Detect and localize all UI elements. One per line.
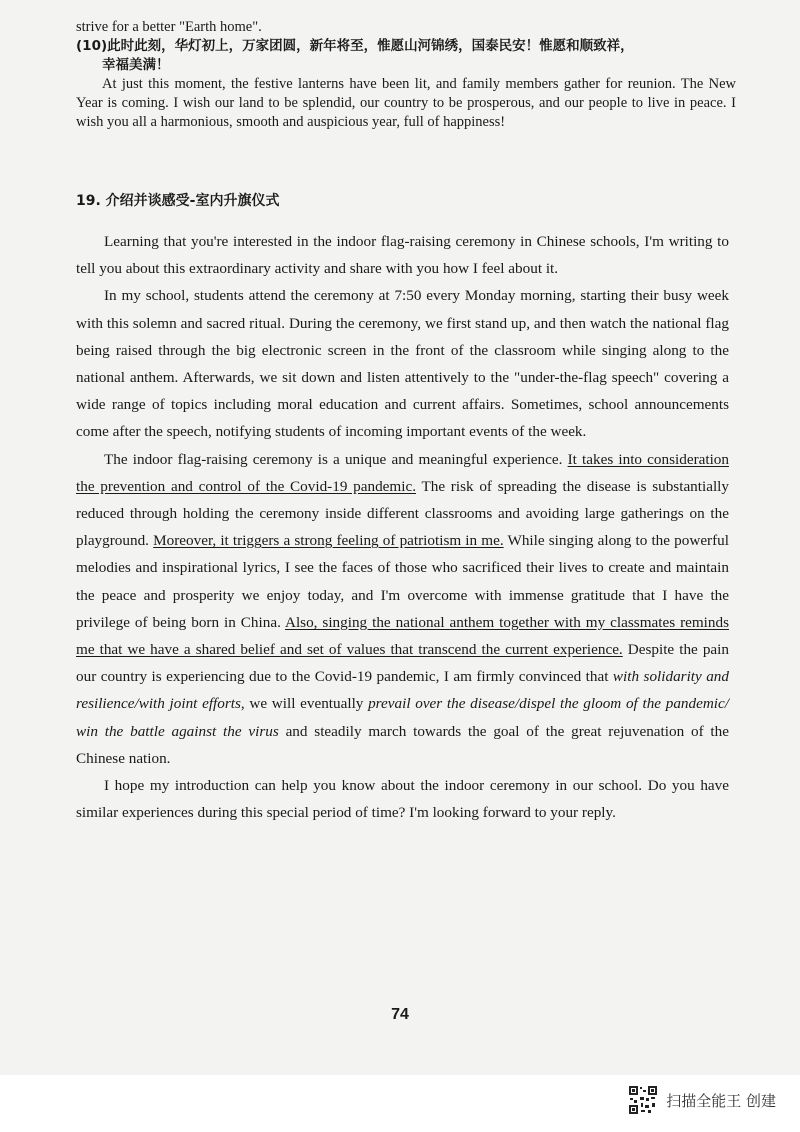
qr-code-icon: [628, 1085, 658, 1115]
p3-text-d: Despite the pain our country is experiencing due to the Covid-19 pandemic, I am firmly convinced that: [76, 641, 729, 686]
section-title: 19. 介绍并谈感受-室内升旗仪式: [76, 193, 280, 209]
p3-italic-2: prevail over the disease/dispel the gloom of the pandemic/ win the battle against the virus: [76, 695, 729, 740]
paragraph-4: I hope my introduction can help you know about the indoor ceremony in our school. Do you have similar experiences during this special period of time? I'm looking forward to your reply.: [76, 777, 729, 822]
p3-underline-2: Moreover, it triggers a strong feeling of patriotism in me.: [153, 532, 504, 550]
english-translation: At just this moment, the festive lanterns have been lit, and family members gather for reunion. The New Year is coming. I wish our land to be splendid, our country to be prosperous, and our people to live in peace. I wish you all a harmonious, smooth and auspicious year, full of happiness!: [76, 76, 736, 130]
p3-text-c: While singing along to the powerful melodies and inspirational lyrics, I see the faces of those who sacrificed their lives to create and maintain the peace and prosperity we enjoy today, and I'm overcome with immense gratitude that I have the privilege of being born in China.: [76, 532, 729, 631]
p3-underline-1: It takes into consideration the prevention and control of the Covid-19 pandemic.: [76, 450, 729, 495]
continued-line: strive for a better "Earth home".: [76, 19, 262, 35]
p3-italic-1: with solidarity and resilience/with joint efforts: [76, 668, 729, 713]
paragraph-3: [76, 446, 729, 772]
chinese-line-1: (10)此时此刻，华灯初上，万家团圆，新年将至，惟愿山河锦绣，国泰民安！惟愿和顺致祥，: [76, 38, 634, 54]
p3-text-f: and steadily march towards the goal of the great rejuvenation of the Chinese nation.: [76, 722, 729, 767]
p3-text-e: , we will eventually: [240, 695, 369, 713]
scanner-label: 扫描全能王 创建: [666, 1091, 776, 1110]
paragraph-2: In my school, students attend the ceremony at 7:50 every Monday morning, starting their busy week with this solemn and sacred ritual. During the ceremony, we first stand up, and then watch the national flag being raised through the big electronic screen in the front of the classroom while singing along to the national anthem. Afterwards, we sit down and listen attentively to the "under-the-flag speech" covering a wide range of topics including moral education and current affairs. Sometimes, school announcements come after the speech, notifying students of incoming important events of the week.: [76, 287, 729, 441]
article-body: [76, 228, 729, 826]
page-number: 74: [391, 1006, 409, 1023]
p3-text-a: The indoor flag-raising ceremony is a unique and meaningful experience.: [104, 450, 568, 468]
p3-text-b: The risk of spreading the disease is substantially reduced through holding the ceremony inside different classrooms and avoiding large gatherings on the playground.: [76, 477, 729, 550]
scanner-watermark: [628, 1085, 776, 1115]
previous-item-block: [76, 18, 736, 132]
chinese-line-2: 幸福美满！: [102, 57, 170, 73]
paragraph-1: Learning that you're interested in the indoor flag-raising ceremony in Chinese schools, I'm writing to tell you about this extraordinary activity and share with you how I feel about it.: [76, 233, 729, 278]
p3-underline-3: Also, singing the national anthem together with my classmates reminds me that we have a shared belief and set of values that transcend the current experience.: [76, 613, 729, 659]
